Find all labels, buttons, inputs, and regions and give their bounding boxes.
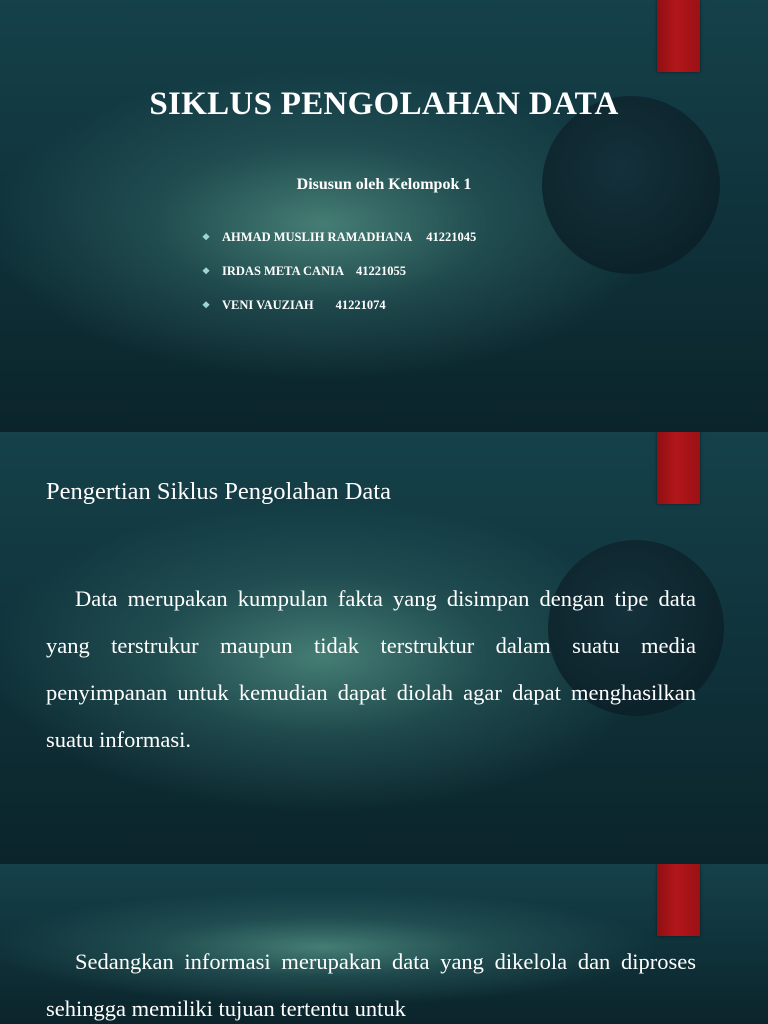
slide-paragraph: Sedangkan informasi merupakan data yang dikelola dan diproses sehingga memiliki tujuan tertentu untuk (46, 949, 696, 1021)
red-accent-bar (657, 864, 700, 936)
slide-title-heading: SIKLUS PENGOLAHAN DATA (149, 86, 619, 122)
member-nim: 41221045 (426, 230, 477, 244)
list-item (202, 230, 476, 264)
slide-heading: Pengertian Siklus Pengolahan Data (46, 478, 391, 505)
slide-subtitle: Disusun oleh Kelompok 1 (296, 176, 472, 193)
diamond-bullet-icon: ❖ (202, 300, 211, 310)
red-accent-bar (657, 0, 700, 72)
slide-paragraph: Data merupakan kumpulan fakta yang disimpan dengan tipe data yang terstrukur maupun tidak terstruktur dalam suatu media penyimpanan untuk kemudian dapat diolah agar dapat menghasilkan suatu informasi. (46, 586, 696, 752)
list-item (202, 298, 476, 332)
diamond-bullet-icon: ❖ (202, 232, 211, 242)
member-nim: 41221055 (356, 264, 407, 278)
member-name: AHMAD MUSLIH RAMADHANA (222, 230, 413, 244)
slide-definition (0, 432, 768, 864)
slide-information (0, 864, 768, 1024)
diamond-bullet-icon: ❖ (202, 266, 211, 276)
member-list (202, 230, 476, 332)
member-name: VENI VAUZIAH (222, 298, 314, 312)
member-nim: 41221074 (335, 298, 386, 312)
red-accent-bar (657, 432, 700, 504)
slide-title (0, 0, 768, 432)
list-item (202, 264, 476, 298)
member-name: IRDAS META CANIA (222, 264, 345, 278)
